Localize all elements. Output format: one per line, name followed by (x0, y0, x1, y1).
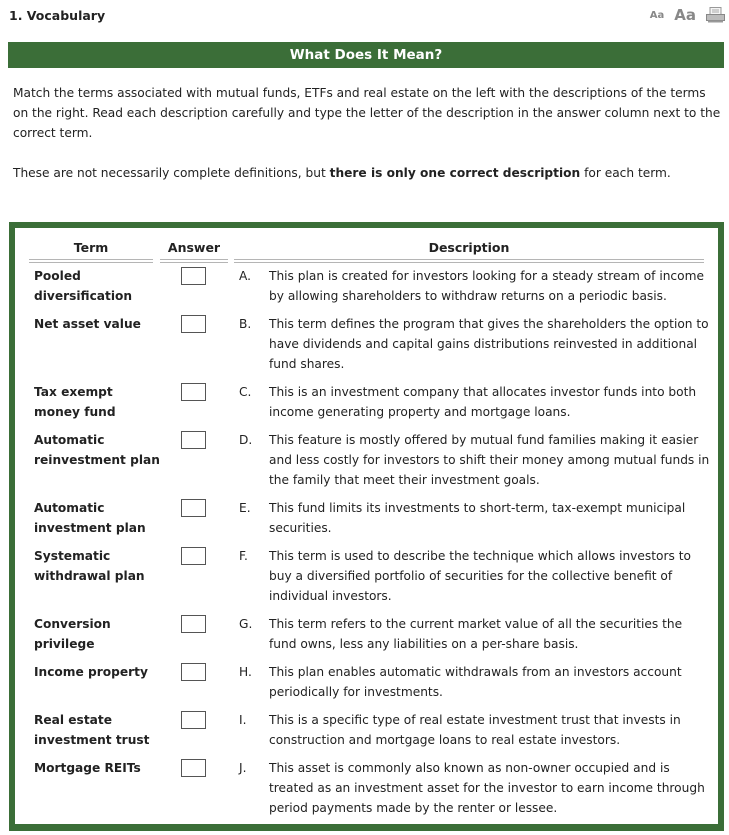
description-letter: E. (239, 501, 251, 515)
toolbar (650, 7, 725, 23)
term-column-header: Term (73, 240, 109, 255)
section-banner: What Does It Mean? (8, 42, 724, 68)
description-text: This term is used to describe the technique which allows investors to buy a diversified portfolio of securities for the collective benefit of individual investors. (269, 549, 691, 603)
description-letter: J. (239, 761, 247, 775)
instructions-note-end: for each term. (580, 166, 671, 180)
description-letter: I. (239, 713, 247, 727)
answer-input[interactable] (181, 759, 206, 777)
description-text: This plan enables automatic withdrawals from an investors account periodically for investments. (269, 665, 682, 699)
term-label: Real estate investment trust (34, 713, 150, 747)
term-label: Conversion privilege (34, 617, 111, 651)
description-text: This term defines the program that gives the shareholders the option to have dividends and capital gains distributions reinvested in additional fund shares. (269, 317, 709, 371)
term-label: Net asset value (34, 317, 141, 331)
term-label: Automatic investment plan (34, 501, 146, 535)
description-text: This fund limits its investments to short-term, tax-exempt municipal securities. (269, 501, 686, 535)
term-label: Mortgage REITs (34, 761, 141, 775)
description-letter: F. (239, 549, 248, 563)
matching-table (15, 228, 718, 824)
description-text: This plan is created for investors looking for a steady stream of income by allowing shareholders to withdraw returns on a periodic basis. (269, 269, 704, 303)
description-letter: D. (239, 433, 253, 447)
term-label: Tax exempt money fund (34, 385, 116, 419)
instructions-note-emphasis: there is only one correct description (329, 166, 581, 180)
description-text: This feature is mostly offered by mutual fund families making it easier and less costly for investors to shift their money among mutual funds in the family that meet their investment goals. (269, 433, 710, 487)
description-letter: C. (239, 385, 252, 399)
description-text: This is an investment company that allocates investor funds into both income generating property and mortgage loans. (269, 385, 697, 419)
term-label: Income property (34, 665, 148, 679)
term-label: Automatic reinvestment plan (34, 433, 160, 467)
answer-input[interactable] (181, 431, 206, 449)
description-letter: B. (239, 317, 252, 331)
term-label: Pooled diversification (34, 269, 133, 303)
instructions-note-start: These are not necessarily complete definitions, but (13, 166, 330, 180)
print-icon[interactable] (706, 7, 725, 23)
term-label: Systematic withdrawal plan (34, 549, 145, 583)
description-header-rule (234, 259, 704, 263)
answer-input[interactable] (181, 711, 206, 729)
term-header-rule (29, 259, 153, 263)
answer-header-rule (160, 259, 228, 263)
description-column-header: Description (428, 240, 510, 255)
description-letter: G. (239, 617, 253, 631)
answer-input[interactable] (181, 383, 206, 401)
description-text: This term refers to the current market value of all the securities the fund owns, less any liabilities on a per-share basis. (269, 617, 683, 651)
description-letter: H. (239, 665, 252, 679)
answer-input[interactable] (181, 315, 206, 333)
answer-input[interactable] (181, 547, 206, 565)
answer-input[interactable] (181, 615, 206, 633)
answer-input[interactable] (181, 499, 206, 517)
decrease-font-button[interactable]: Aa (649, 10, 665, 21)
matching-table-frame (9, 222, 724, 831)
answer-input[interactable] (181, 267, 206, 285)
answer-input[interactable] (181, 663, 206, 681)
description-text: This asset is commonly also known as non-owner occupied and is treated as an investment asset for the investor to earn income through period payments made by the renter or lessee. (269, 761, 705, 815)
question-header (9, 8, 725, 28)
question-title: 1. Vocabulary (9, 8, 106, 23)
description-letter: A. (239, 269, 251, 283)
answer-column-header: Answer (167, 240, 221, 255)
description-text: This is a specific type of real estate investment trust that invests in construction and mortgage loans to real estate investors. (269, 713, 681, 747)
instructions-paragraph: Match the terms associated with mutual funds, ETFs and real estate on the left with the descriptions of the terms on the right. Read each description carefully and type the letter of the description in the answer column next to the correct term. (13, 86, 721, 140)
instructions-note (13, 163, 723, 183)
increase-font-button[interactable]: Aa (674, 6, 696, 24)
